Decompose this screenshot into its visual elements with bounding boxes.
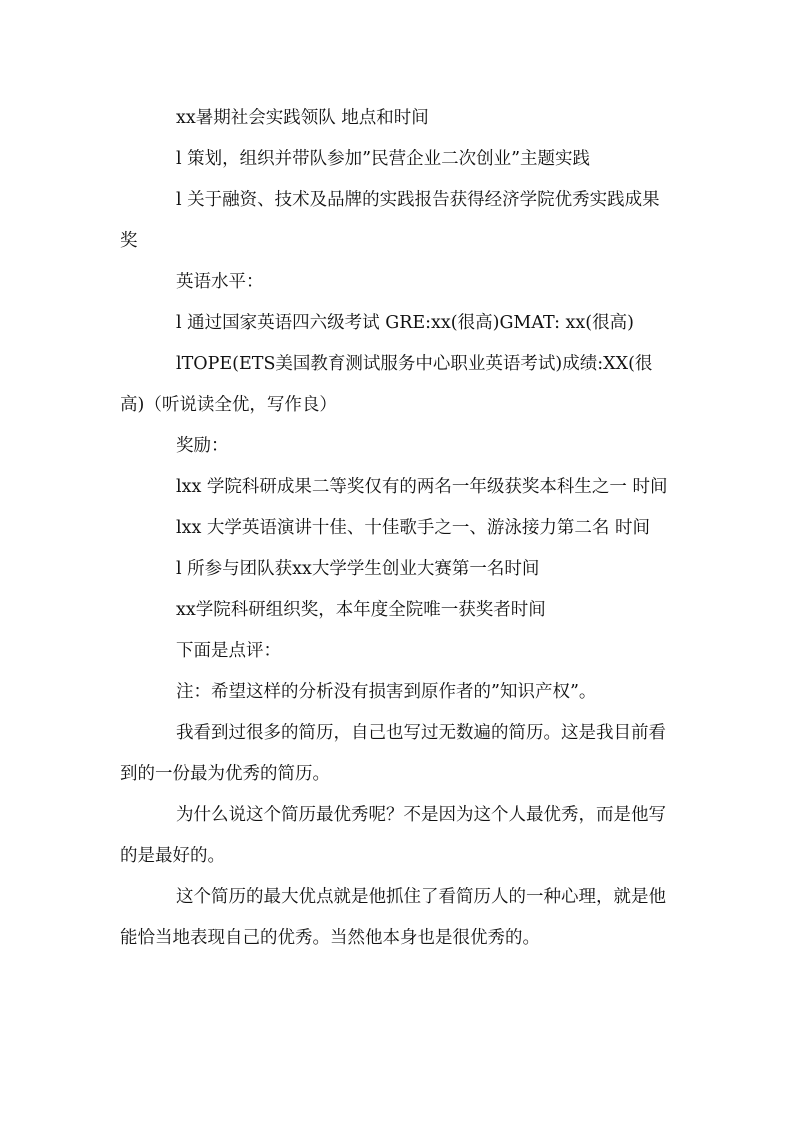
paragraph-organization-award: xx学院科研组织奖，本年度全院唯一获奖者时间 — [176, 600, 546, 620]
paragraph-research-award: lxx 学院科研成果二等奖仅有的两名一年级获奖本科生之一 时间 — [176, 477, 668, 497]
document-body — [120, 98, 675, 959]
paragraph-note: 注：希望这样的分析没有损害到原作者的”知识产权”。 — [176, 682, 597, 702]
paragraph-practice-report: l 关于融资、技术及品牌的实践报告获得经济学院优秀实践成果奖 — [120, 190, 660, 251]
paragraph-review-3: 这个简历的最大优点就是他抓住了看简历人的一种心理，就是他能恰当地表现自己的优秀。当然他本身也是很优秀的。 — [120, 887, 666, 948]
paragraph-practice-leader: xx暑期社会实践领队 地点和时间 — [176, 108, 429, 128]
paragraph-planning: l 策划，组织并带队参加”民营企业二次创业”主题实践 — [176, 149, 591, 169]
paragraph-awards-heading: 奖励： — [176, 436, 229, 456]
paragraph-review-1: 我看到过很多的简历，自己也写过无数遍的简历。这是我目前看到的一份最为优秀的简历。 — [120, 723, 666, 784]
paragraph-english-heading: 英语水平： — [176, 272, 264, 292]
paragraph-speech-award: lxx 大学英语演讲十佳、十佳歌手之一、游泳接力第二名 时间 — [176, 518, 650, 538]
paragraph-review-heading: 下面是点评： — [176, 641, 281, 661]
paragraph-tope-score: lTOPE(ETS美国教育测试服务中心职业英语考试)成绩:XX(很高)（听说读全优，写作良） — [120, 354, 653, 415]
paragraph-startup-award: l 所参与团队获xx大学学生创业大赛第一名时间 — [176, 559, 540, 579]
paragraph-english-exams: l 通过国家英语四六级考试 GRE:xx(很高)GMAT: xx(很高) — [176, 313, 634, 333]
paragraph-review-2: 为什么说这个简历最优秀呢？不是因为这个人最优秀，而是他写的是最好的。 — [120, 805, 666, 866]
